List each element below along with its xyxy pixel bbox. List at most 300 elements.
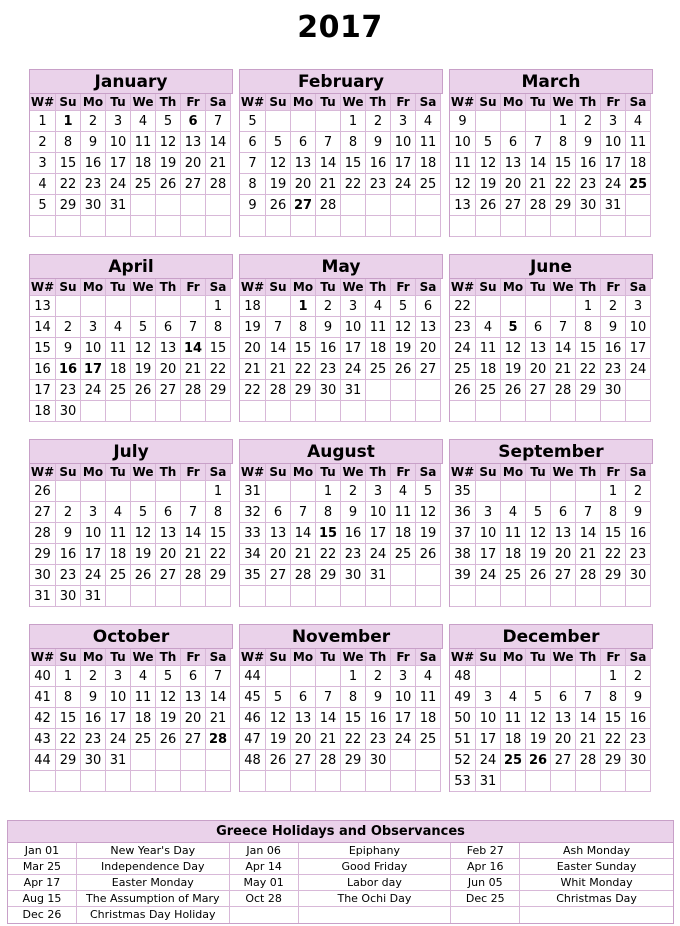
day-cell: 31	[81, 586, 106, 607]
day-cell	[601, 216, 626, 237]
day-cell: 13	[551, 708, 576, 729]
day-cell: 27	[266, 565, 291, 586]
month-6	[29, 439, 233, 607]
weekday-header: Mo	[81, 649, 106, 666]
day-cell: 12	[476, 153, 501, 174]
day-cell	[416, 750, 441, 771]
day-cell	[391, 401, 416, 422]
month-title: October	[30, 625, 233, 649]
day-cell	[341, 216, 366, 237]
day-cell: 1	[341, 666, 366, 687]
day-cell: 4	[106, 317, 131, 338]
holidays-title: Greece Holidays and Observances	[8, 821, 673, 843]
day-cell: 13	[416, 317, 441, 338]
day-cell	[551, 401, 576, 422]
week-row	[450, 317, 653, 338]
day-cell: 7	[206, 111, 231, 132]
day-cell: 16	[341, 523, 366, 544]
day-cell: 26	[266, 750, 291, 771]
day-cell: 26	[156, 729, 181, 750]
day-cell: 20	[291, 729, 316, 750]
weekday-header: We	[341, 94, 366, 111]
day-cell: 22	[551, 174, 576, 195]
holiday-name: Ash Monday	[520, 843, 673, 859]
month-title: July	[30, 440, 233, 464]
day-cell	[391, 586, 416, 607]
day-cell	[181, 216, 206, 237]
weekday-header: Sa	[626, 464, 651, 481]
day-cell: 26	[391, 359, 416, 380]
day-cell: 9	[81, 132, 106, 153]
week-row	[450, 216, 653, 237]
day-cell: 21	[291, 544, 316, 565]
holiday-row	[8, 843, 673, 859]
day-cell	[156, 771, 181, 792]
day-cell	[316, 216, 341, 237]
day-cell	[316, 111, 341, 132]
week-number-cell: 35	[240, 565, 266, 586]
day-cell	[131, 296, 156, 317]
week-row	[240, 338, 443, 359]
day-cell	[416, 401, 441, 422]
day-cell: 21	[576, 729, 601, 750]
day-cell: 31	[106, 195, 131, 216]
day-cell: 25	[106, 565, 131, 586]
day-cell: 8	[551, 132, 576, 153]
week-number-cell: 31	[240, 481, 266, 502]
week-row	[240, 401, 443, 422]
weekday-header: Tu	[526, 464, 551, 481]
day-cell: 29	[56, 750, 81, 771]
week-number-header: W#	[30, 465, 55, 479]
week-number-header: W#	[30, 280, 55, 294]
day-cell	[316, 771, 341, 792]
week-row	[450, 153, 653, 174]
day-cell: 21	[316, 729, 341, 750]
day-cell: 6	[551, 502, 576, 523]
day-cell: 5	[391, 296, 416, 317]
day-cell: 28	[181, 380, 206, 401]
day-cell	[416, 771, 441, 792]
holiday-name: Easter Sunday	[520, 859, 673, 875]
day-cell: 30	[81, 750, 106, 771]
week-number-cell: 21	[240, 359, 266, 380]
day-cell	[181, 195, 206, 216]
day-cell: 31	[601, 195, 626, 216]
day-cell: 1	[56, 666, 81, 687]
day-cell: 15	[601, 708, 626, 729]
day-cell	[391, 565, 416, 586]
weekday-header: Su	[476, 649, 501, 666]
day-cell: 23	[56, 565, 81, 586]
week-row	[450, 401, 653, 422]
day-cell: 27	[156, 565, 181, 586]
day-cell: 13	[266, 523, 291, 544]
day-cell	[576, 216, 601, 237]
weekday-header: Fr	[601, 649, 626, 666]
week-row	[240, 174, 443, 195]
day-cell	[391, 195, 416, 216]
day-cell: 2	[56, 317, 81, 338]
day-cell: 2	[626, 666, 651, 687]
day-cell: 28	[526, 195, 551, 216]
week-number-cell: 26	[30, 481, 56, 502]
day-cell: 2	[576, 111, 601, 132]
weekday-header: Th	[576, 279, 601, 296]
day-cell	[626, 195, 651, 216]
day-cell: 22	[56, 729, 81, 750]
day-cell: 30	[626, 750, 651, 771]
day-cell: 21	[576, 544, 601, 565]
day-cell: 22	[341, 174, 366, 195]
day-cell: 21	[206, 153, 231, 174]
weekday-header-row	[30, 279, 233, 296]
day-cell	[291, 401, 316, 422]
day-cell: 18	[106, 544, 131, 565]
week-row	[30, 750, 233, 771]
day-cell: 15	[601, 523, 626, 544]
weekday-header: Mo	[291, 279, 316, 296]
day-cell: 15	[551, 153, 576, 174]
day-cell: 21	[206, 708, 231, 729]
day-cell: 26	[526, 565, 551, 586]
day-cell	[501, 111, 526, 132]
day-cell: 28	[316, 750, 341, 771]
day-cell: 24	[81, 380, 106, 401]
day-cell: 23	[601, 359, 626, 380]
day-cell: 28	[206, 729, 231, 750]
weekday-header: Sa	[416, 649, 441, 666]
day-cell: 22	[206, 359, 231, 380]
day-cell: 4	[131, 111, 156, 132]
day-cell	[476, 481, 501, 502]
day-cell	[181, 586, 206, 607]
day-cell: 5	[501, 317, 526, 338]
day-cell: 1	[601, 481, 626, 502]
day-cell: 20	[156, 359, 181, 380]
holiday-row	[8, 859, 673, 875]
day-cell: 3	[391, 666, 416, 687]
day-cell: 16	[626, 708, 651, 729]
day-cell: 11	[391, 502, 416, 523]
day-cell: 7	[526, 132, 551, 153]
day-cell: 10	[476, 523, 501, 544]
day-cell: 5	[476, 132, 501, 153]
weekday-header: Tu	[316, 464, 341, 481]
week-row	[30, 111, 233, 132]
week-number-cell: 3	[30, 153, 56, 174]
day-cell: 1	[56, 111, 81, 132]
week-row	[450, 544, 653, 565]
weekday-header: Fr	[181, 94, 206, 111]
week-row	[450, 586, 653, 607]
weekday-header: Fr	[391, 279, 416, 296]
day-cell: 25	[366, 359, 391, 380]
day-cell: 17	[106, 153, 131, 174]
week-row	[30, 338, 233, 359]
day-cell: 13	[291, 708, 316, 729]
week-row	[450, 481, 653, 502]
day-cell: 4	[391, 481, 416, 502]
weekday-header: Tu	[316, 279, 341, 296]
holiday-name: Easter Monday	[77, 875, 230, 891]
week-number-cell: 45	[240, 687, 266, 708]
day-cell: 29	[601, 750, 626, 771]
weekday-header: Th	[576, 649, 601, 666]
week-number-cell: 34	[240, 544, 266, 565]
day-cell: 8	[576, 317, 601, 338]
day-cell: 9	[626, 502, 651, 523]
day-cell: 22	[576, 359, 601, 380]
week-number-cell: 4	[30, 174, 56, 195]
week-number-cell: 48	[240, 750, 266, 771]
week-number-cell: 18	[240, 296, 266, 317]
day-cell: 27	[551, 565, 576, 586]
day-cell	[551, 216, 576, 237]
weekday-header: Th	[366, 464, 391, 481]
day-cell	[526, 771, 551, 792]
weekday-header: Mo	[81, 464, 106, 481]
week-number-cell: 40	[30, 666, 56, 687]
week-row	[240, 502, 443, 523]
day-cell: 14	[576, 523, 601, 544]
week-number-cell	[450, 586, 476, 607]
day-cell: 17	[81, 544, 106, 565]
day-cell: 12	[526, 523, 551, 544]
weekday-header: Su	[266, 464, 291, 481]
week-number-cell: 22	[240, 380, 266, 401]
holiday-date: Mar 25	[8, 859, 77, 875]
day-cell	[291, 771, 316, 792]
weekday-header: Tu	[106, 464, 131, 481]
day-cell	[501, 401, 526, 422]
day-cell	[206, 586, 231, 607]
day-cell: 12	[391, 317, 416, 338]
day-cell: 6	[156, 317, 181, 338]
day-cell	[266, 111, 291, 132]
day-cell	[626, 771, 651, 792]
week-number-cell: 36	[450, 502, 476, 523]
day-cell: 18	[366, 338, 391, 359]
weekday-header: Th	[156, 94, 181, 111]
month-10	[239, 624, 443, 792]
day-cell: 6	[501, 132, 526, 153]
week-row	[30, 153, 233, 174]
weekday-header: Fr	[181, 649, 206, 666]
week-number-header: W#	[450, 465, 475, 479]
day-cell: 6	[156, 502, 181, 523]
day-cell: 2	[56, 502, 81, 523]
holiday-name	[520, 907, 673, 923]
week-number-cell: 47	[240, 729, 266, 750]
month-title: May	[240, 255, 443, 279]
week-number-cell: 11	[450, 153, 476, 174]
month-4	[239, 254, 443, 422]
week-row	[450, 502, 653, 523]
day-cell: 27	[156, 380, 181, 401]
day-cell	[106, 586, 131, 607]
day-cell: 11	[416, 132, 441, 153]
day-cell	[81, 296, 106, 317]
week-row	[240, 708, 443, 729]
day-cell: 14	[291, 523, 316, 544]
weekday-header: Mo	[291, 94, 316, 111]
day-cell	[156, 750, 181, 771]
day-cell: 3	[341, 296, 366, 317]
day-cell	[601, 586, 626, 607]
day-cell	[476, 216, 501, 237]
day-cell: 16	[81, 708, 106, 729]
week-row	[240, 296, 443, 317]
day-cell	[131, 401, 156, 422]
day-cell: 15	[206, 338, 231, 359]
day-cell: 18	[391, 523, 416, 544]
day-cell: 30	[366, 750, 391, 771]
day-cell: 19	[131, 359, 156, 380]
day-cell: 20	[156, 544, 181, 565]
day-cell: 4	[131, 666, 156, 687]
week-row	[30, 565, 233, 586]
week-row	[30, 771, 233, 792]
week-row	[450, 523, 653, 544]
week-row	[30, 195, 233, 216]
day-cell: 11	[626, 132, 651, 153]
weekday-header: Su	[266, 649, 291, 666]
day-cell: 4	[501, 502, 526, 523]
day-cell: 14	[206, 132, 231, 153]
day-cell: 9	[56, 338, 81, 359]
day-cell	[476, 401, 501, 422]
day-cell: 12	[416, 502, 441, 523]
day-cell: 25	[416, 729, 441, 750]
day-cell: 19	[391, 338, 416, 359]
weekday-header: We	[551, 279, 576, 296]
day-cell	[106, 481, 131, 502]
week-number-header: W#	[240, 465, 265, 479]
day-cell: 19	[131, 544, 156, 565]
week-number-cell: 28	[30, 523, 56, 544]
day-cell: 19	[266, 729, 291, 750]
day-cell: 1	[206, 481, 231, 502]
weekday-header: Mo	[81, 94, 106, 111]
weekday-header: Su	[476, 464, 501, 481]
day-cell: 23	[81, 174, 106, 195]
day-cell: 5	[526, 687, 551, 708]
day-cell: 9	[626, 687, 651, 708]
day-cell	[366, 380, 391, 401]
week-number-cell: 23	[450, 317, 476, 338]
week-row	[30, 380, 233, 401]
day-cell: 15	[206, 523, 231, 544]
month-title: January	[30, 70, 233, 94]
weekday-header: Th	[576, 94, 601, 111]
day-cell: 6	[181, 111, 206, 132]
weekday-header-row	[30, 94, 233, 111]
month-title: August	[240, 440, 443, 464]
weekday-header-row	[240, 649, 443, 666]
week-number-cell: 25	[450, 359, 476, 380]
day-cell	[131, 195, 156, 216]
week-number-cell	[450, 216, 476, 237]
holiday-date	[230, 907, 299, 923]
weekday-header: Sa	[206, 279, 231, 296]
day-cell: 30	[56, 586, 81, 607]
week-row	[240, 771, 443, 792]
day-cell: 9	[316, 317, 341, 338]
day-cell: 29	[56, 195, 81, 216]
day-cell: 8	[601, 502, 626, 523]
day-cell: 11	[366, 317, 391, 338]
day-cell: 12	[131, 523, 156, 544]
day-cell: 25	[106, 380, 131, 401]
holiday-date	[451, 907, 520, 923]
day-cell: 22	[316, 544, 341, 565]
day-cell: 10	[601, 132, 626, 153]
day-cell: 7	[316, 687, 341, 708]
week-row	[30, 502, 233, 523]
weekday-header: We	[131, 279, 156, 296]
day-cell	[476, 296, 501, 317]
day-cell: 18	[416, 153, 441, 174]
week-number-cell: 13	[450, 195, 476, 216]
day-cell: 25	[416, 174, 441, 195]
day-cell: 6	[291, 687, 316, 708]
day-cell	[576, 586, 601, 607]
day-cell	[501, 586, 526, 607]
week-number-cell: 43	[30, 729, 56, 750]
day-cell: 17	[476, 544, 501, 565]
day-cell	[291, 216, 316, 237]
day-cell: 11	[106, 338, 131, 359]
week-row	[450, 338, 653, 359]
day-cell	[106, 401, 131, 422]
weekday-header: Su	[476, 94, 501, 111]
day-cell	[341, 771, 366, 792]
holiday-date: Apr 14	[230, 859, 299, 875]
day-cell	[291, 586, 316, 607]
day-cell	[391, 380, 416, 401]
day-cell	[526, 111, 551, 132]
day-cell: 9	[601, 317, 626, 338]
day-cell: 16	[366, 153, 391, 174]
day-cell: 11	[106, 523, 131, 544]
day-cell	[266, 216, 291, 237]
day-cell	[156, 296, 181, 317]
day-cell: 2	[81, 666, 106, 687]
week-row	[450, 750, 653, 771]
day-cell: 30	[316, 380, 341, 401]
week-number-cell: 7	[240, 153, 266, 174]
day-cell: 25	[501, 565, 526, 586]
day-cell	[291, 111, 316, 132]
day-cell: 29	[316, 565, 341, 586]
week-number-cell: 53	[450, 771, 476, 792]
day-cell: 10	[81, 523, 106, 544]
day-cell: 23	[81, 729, 106, 750]
day-cell: 16	[601, 338, 626, 359]
holiday-date: Oct 28	[230, 891, 299, 907]
weekday-header: Sa	[206, 649, 231, 666]
holiday-name	[299, 907, 452, 923]
day-cell: 3	[601, 111, 626, 132]
day-cell: 17	[106, 708, 131, 729]
weekday-header: Fr	[391, 464, 416, 481]
week-number-cell: 19	[240, 317, 266, 338]
day-cell: 8	[601, 687, 626, 708]
week-row	[240, 481, 443, 502]
day-cell: 27	[526, 380, 551, 401]
day-cell: 1	[551, 111, 576, 132]
